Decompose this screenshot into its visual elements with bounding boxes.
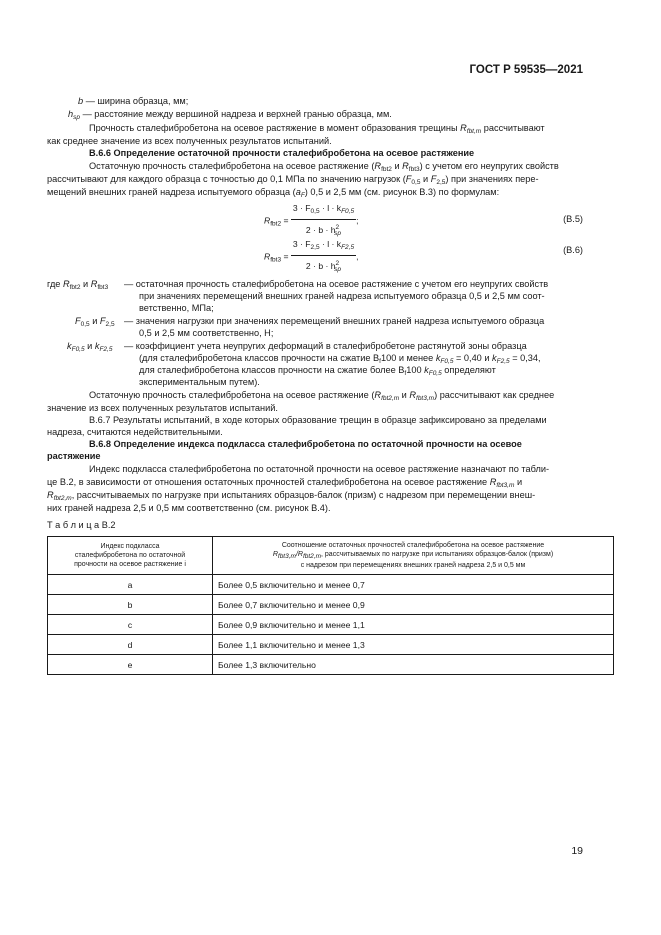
table-cell-index: a: [48, 575, 213, 595]
def-b: b — ширина образца, мм;: [78, 96, 189, 106]
table-row: [48, 655, 614, 675]
where-def1-line2: при значениях перемещений внешних граней надреза испытуемого образца 0,5 и 2,5 мм соот-: [139, 291, 545, 301]
paragraph-average-line1: Остаточную прочность сталефибробетона на осевое растяжение ($R_{fbt2,m}$ и $R_{fbt3,m}$) рассчитывают как среднее: [89, 390, 555, 402]
subclass-table: [47, 536, 614, 675]
where-def3-symbol: $k_{F0,5}$ и $k_{F2,5}$: [67, 341, 113, 353]
def-hsp: $h_{sp}$ — расстояние между вершиной надреза и верхней гранью образца, мм.: [68, 109, 392, 121]
paragraph-residual-line2: рассчитывают для каждого образца с точностью до 0,1 МПа по значению нагрузок ($F_{0,5}$ и $F_{2,5}$) при значениях пере-: [47, 174, 539, 186]
table-row: [48, 635, 614, 655]
where-def1-line3: ветственно, МПа;: [139, 303, 214, 313]
where-def2-line2: 0,5 и 2,5 мм соответственно, Н;: [139, 328, 274, 338]
paragraph-b67-line2: надреза, считаются недействительными.: [47, 427, 223, 437]
where-def3-line2: (для сталефибробетона классов прочности на сжатие $B_f100$ и менее $k_{F0,5} = 0,40$ и $k_{F2,5} = 0,34$,: [139, 353, 541, 365]
table-caption: Т а б л и ц а В.2: [47, 520, 116, 530]
where-def2-symbol: $F_{0,5}$ и $F_{2,5}$: [75, 316, 115, 328]
table-cell-index: c: [48, 615, 213, 635]
table-cell-index: b: [48, 595, 213, 615]
equation-b5-number: (В.5): [563, 214, 583, 224]
table-cell-range: Более 1,1 включительно и менее 1,3: [213, 635, 614, 655]
table-header-ratio: Соотношение остаточных прочностей сталефибробетона на осевое растяжение Rfbt3,m/Rfbt2,m, рассчитываемых по нагрузке при испытаниях образцов-балок (призм) с надрезом при перемещениях внешних граней надреза 2,5 и 0,5 мм: [213, 537, 614, 575]
table-cell-range: Более 0,7 включительно и менее 0,9: [213, 595, 614, 615]
paragraph-strength-line2: как среднее значение из всех полученных результатов испытаний.: [47, 136, 332, 146]
equation-b6-number: (В.6): [563, 245, 583, 255]
table-cell-range: Более 1,3 включительно: [213, 655, 614, 675]
table-cell-index: e: [48, 655, 213, 675]
table-header-index: Индекс подкласса сталефибробетона по остаточной прочности на осевое растяжение i: [48, 537, 213, 575]
section-title-b66: В.6.6 Определение остаточной прочности сталефибробетона на осевое растяжение: [89, 148, 475, 158]
table-cell-range: Более 0,5 включительно и менее 0,7: [213, 575, 614, 595]
paragraph-b67-line1: В.6.7 Результаты испытаний, в ходе которых образование трещин в образце зафиксировано за пределами: [89, 415, 547, 425]
section-title-b68-line1: В.6.8 Определение индекса подкласса сталефибробетона по остаточной прочности на осевое: [89, 439, 522, 449]
table-header-row: [48, 537, 614, 575]
table-row: [48, 615, 614, 635]
equation-b6: $R_{fbt3}$ = $\frac{3 \cdot F_{2,5} \cdot l \cdot k_{F2,5}}{2 \cdot b \cdot h^2_{sp}}$ ,: [264, 238, 358, 277]
document-code: ГОСТ Р 59535—2021: [469, 64, 583, 76]
where-def1-symbol: где $R_{fbt2}$ и $R_{fbt3}$: [47, 279, 109, 291]
page-number: 19: [571, 845, 583, 857]
equation-b6-fraction: $\frac{3 \cdot F_{2,5} \cdot l \cdot k_{F2,5}}{2 \cdot b \cdot h^2_{sp}}$: [292, 239, 355, 274]
paragraph-index-line1: Индекс подкласса сталефибробетона по остаточной прочности на осевое растяжение назначают по табли-: [89, 464, 550, 474]
table-row: [48, 595, 614, 615]
paragraph-residual-line3: мещений внешних граней надреза испытуемого образца $(a_F)$ 0,5 и 2,5 мм (см. рисунок В.3) по формулам:: [47, 187, 500, 199]
where-def3-line3: для сталефибробетона классов прочности на сжатие более $B_f100$ $k_{F0,5}$ определяют: [139, 365, 496, 377]
where-def3-line1: — коэффициент учета неупругих деформаций в сталефибробетоне растянутой зоны образца: [124, 341, 527, 351]
paragraph-residual-line1: Остаточную прочность сталефибробетона на осевое растяжение ($R_{fbt2}$ и $R_{fbt3}$) с учетом его неупругих свойств: [89, 161, 559, 173]
where-def3-line4: экспериментальным путем).: [139, 377, 260, 387]
paragraph-average-line2: значение из всех полученных результатов испытаний.: [47, 403, 278, 413]
equation-b5-fraction: $\frac{3 \cdot F_{0,5} \cdot l \cdot k_{F0,5}}{2 \cdot b \cdot h^2_{sp}}$: [292, 203, 355, 238]
equation-b5: $R_{fbt2}$ = $\frac{3 \cdot F_{0,5} \cdot l \cdot k_{F0,5}}{2 \cdot b \cdot h^2_{sp}}$ ;: [264, 202, 358, 241]
table-row: [48, 575, 614, 595]
paragraph-index-line2: це В.2, в зависимости от отношения остаточных прочностей сталефибробетона на осевое растяжение $R_{fbt3,m}$ и: [47, 477, 523, 489]
where-def1-line1: — остаточная прочность сталефибробетона на осевое растяжение с учетом его неупругих свойств: [124, 279, 549, 289]
section-title-b68-line2: растяжение: [47, 451, 101, 461]
paragraph-index-line4: них граней надреза 2,5 и 0,5 мм соответственно (см. рисунок В.4).: [47, 503, 331, 513]
table-cell-index: d: [48, 635, 213, 655]
paragraph-strength-line1: Прочность сталефибробетона на осевое растяжение в момент образования трещины $R_{fbt,m}$ рассчитывают: [89, 123, 545, 135]
paragraph-index-line3: $R_{fbt2,m}$, рассчитываемых по нагрузке при испытаниях образцов-балок (призм) с надрезом при перемещении внеш-: [47, 490, 536, 502]
table-cell-range: Более 0,9 включительно и менее 1,1: [213, 615, 614, 635]
where-def2-line1: — значения нагрузки при значениях перемещений внешних граней надреза испытуемого образца: [124, 316, 545, 326]
